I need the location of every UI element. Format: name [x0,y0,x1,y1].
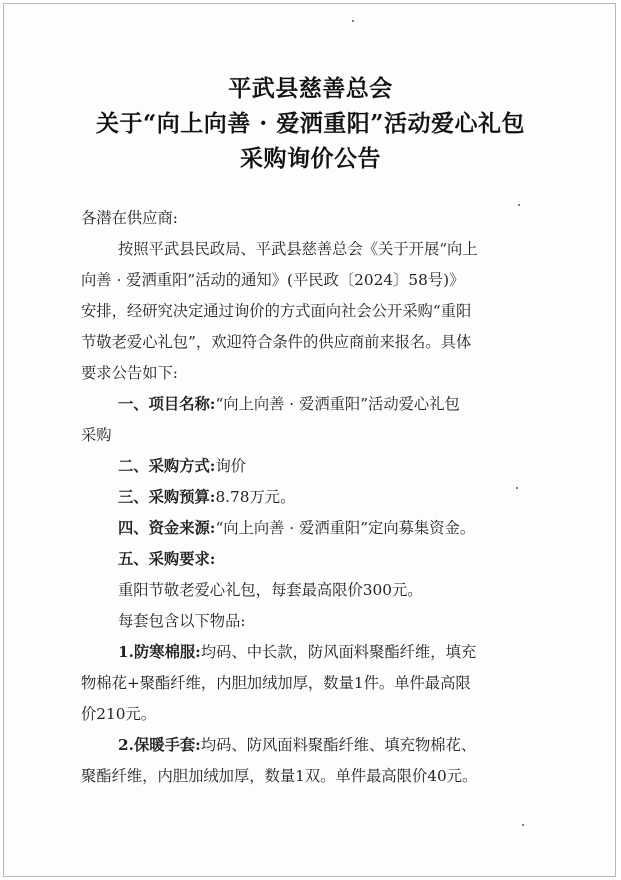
item-2-label: 2.保暖手套: [118,736,201,754]
section-1-value-cont: 采购 [81,426,112,444]
section-1-value: “向上向善 · 爱洒重阳”活动爱心礼包 [215,395,460,413]
section-3-value: 8.78万元。 [215,488,296,506]
intro-line-5: 要求公告如下: [81,364,178,382]
intro-line-2: 向善 · 爱洒重阳”活动的通知》(平民政〔2024〕58号)》 [81,271,465,289]
scan-speck [518,204,520,206]
intro-line-1: 按照平武县民政局、平武县慈善总会《关于开展“向上 [118,240,478,258]
section-4 [118,518,475,538]
scan-speck [516,487,518,489]
section-2-label: 二、采购方式: [118,457,216,475]
item-1 [118,642,476,662]
section-1-label: 一、项目名称: [118,395,216,413]
item-1-text: 均码、中长款，防风面料聚酯纤维，填充 [200,643,477,661]
intro-line-4: 节敬老爱心礼包”，欢迎符合条件的供应商前来报名。具体 [81,333,472,351]
item-2-text: 均码、防风面料聚酯纤维、填充物棉花、 [200,736,477,754]
item-2 [118,735,476,755]
scan-speck [522,824,524,826]
section-4-value: “向上向善 · 爱洒重阳”定向募集资金。 [215,519,476,537]
salutation: 各潜在供应商: [81,209,178,227]
section-5 [118,549,215,569]
title-line-3: 采购询价公告 [240,145,381,172]
section-2 [118,456,246,476]
section-5-label: 五、采购要求: [118,550,216,568]
section-3-label: 三、采购预算: [118,488,216,506]
requirement-line-2: 每套包含以下物品: [118,612,246,630]
item-2-line-2: 聚酯纤维，内胆加绒加厚，数量1双。单件最高限价40元。 [81,767,478,785]
section-4-label: 四、资金来源: [118,519,216,537]
item-1-line-3: 价210元。 [81,705,157,723]
item-1-line-2: 物棉花+聚酯纤维，内胆加绒加厚，数量1件。单件最高限 [81,674,471,692]
section-2-value: 询价 [215,457,247,475]
title-line-1: 平武县慈善总会 [228,75,393,102]
item-1-label: 1.防寒棉服: [118,643,201,661]
intro-line-3: 安排，经研究决定通过询价的方式面向社会公开采购“重阳 [81,302,472,320]
title-line-2: 关于“向上向善 · 爱洒重阳”活动爱心礼包 [96,110,525,137]
section-1 [118,394,460,414]
scan-speck [352,20,354,22]
section-3 [118,487,295,507]
requirement-line-1: 重阳节敬老爱心礼包，每套最高限价300元。 [118,581,423,599]
